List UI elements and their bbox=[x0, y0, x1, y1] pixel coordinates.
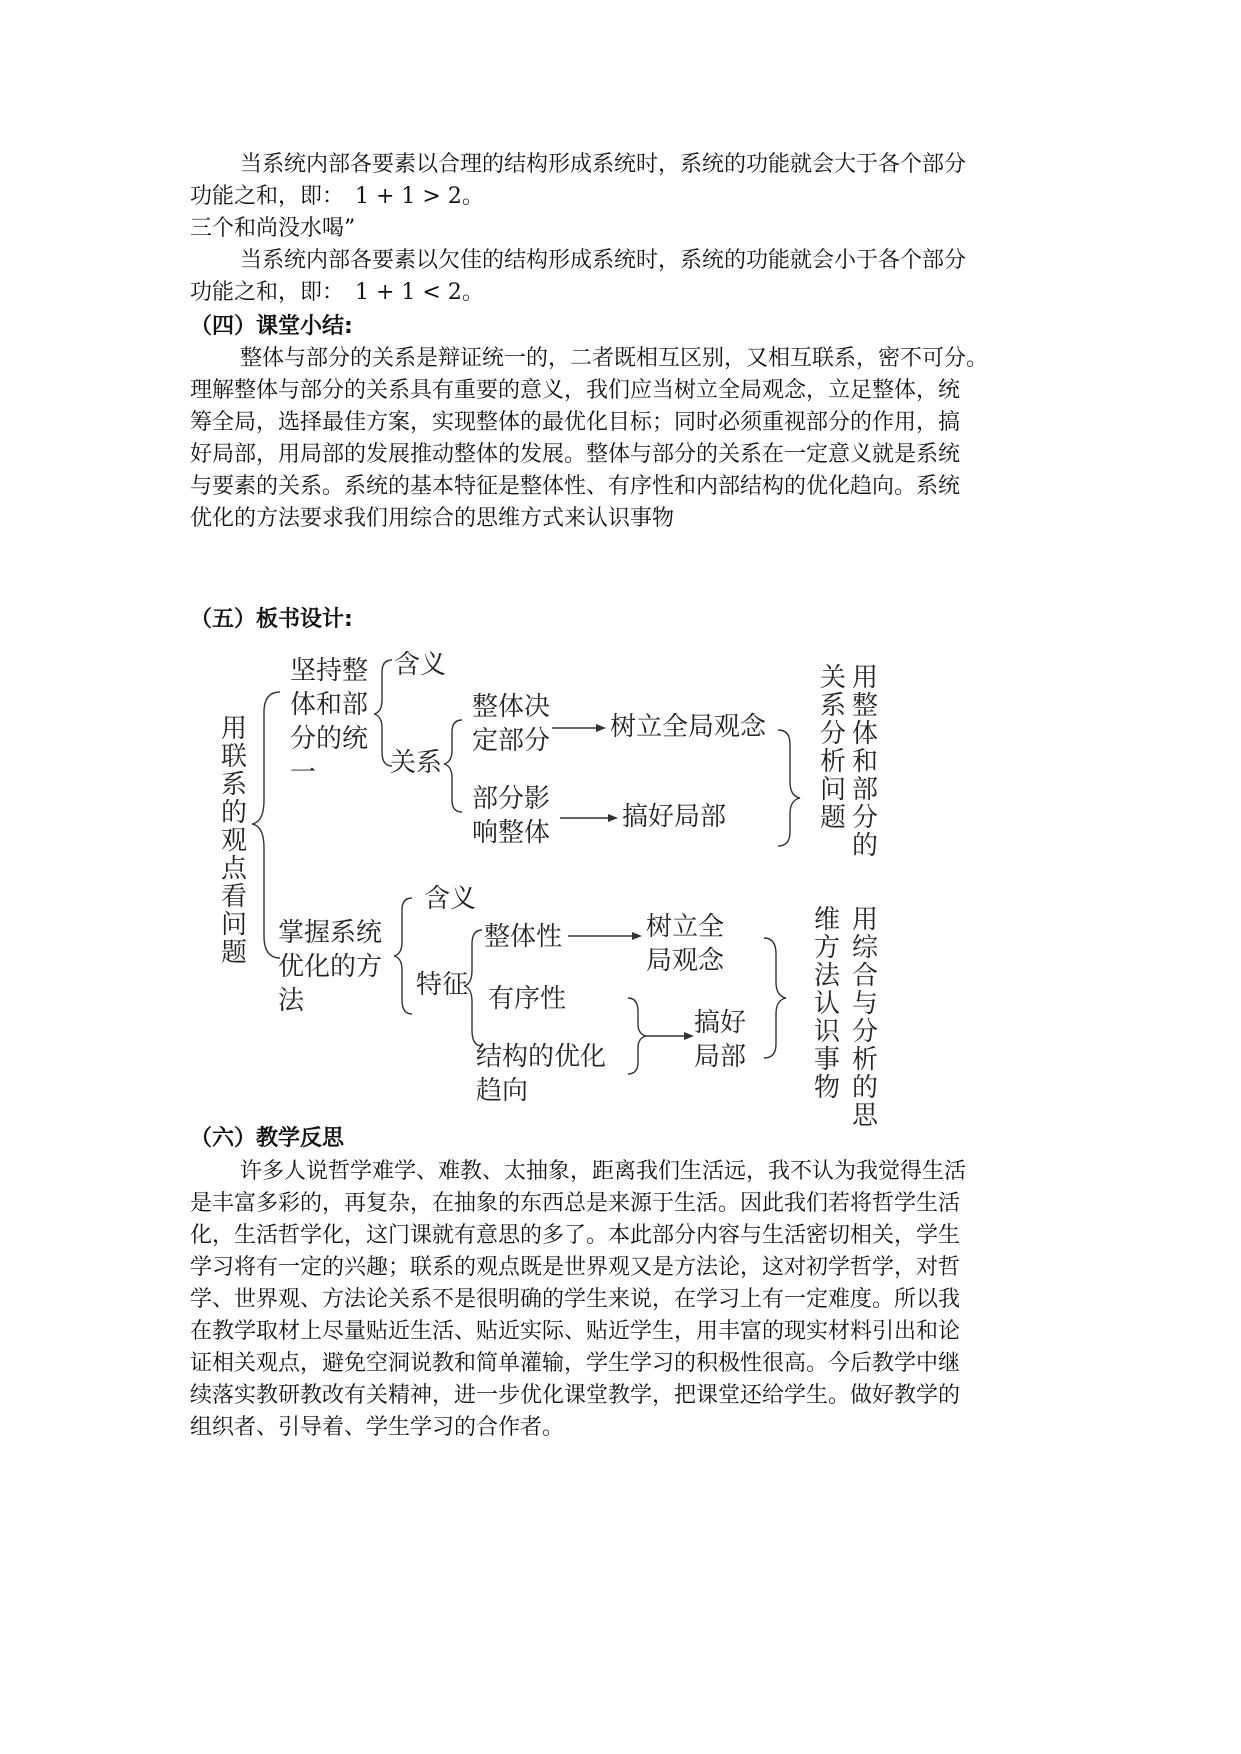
establish-global2-line: 树立全 bbox=[646, 912, 725, 942]
whole-decides-line: 定部分 bbox=[472, 726, 551, 756]
structure-opt-line: 趋向 bbox=[476, 1076, 529, 1106]
do-parts-well2-line: 局部 bbox=[694, 1042, 747, 1072]
branch1-meaning: 含义 bbox=[394, 650, 447, 680]
right-column-text: 关系分析问题 bbox=[819, 663, 846, 833]
do-parts-well2-line: 搞好 bbox=[694, 1008, 747, 1038]
para-line: 当系统内部各要素以合理的结构形成系统时，系统的功能就会大于各个部分 bbox=[240, 152, 967, 177]
ordered: 有序性 bbox=[488, 984, 567, 1014]
branch1-line: 分的统 bbox=[290, 724, 369, 754]
whole-decides-line: 整体决 bbox=[472, 692, 551, 722]
branch1-line: 坚持整 bbox=[290, 656, 369, 686]
summary-line: 整体与部分的关系是辩证统一的，二者既相互区别，又相互联系，密不可分。 bbox=[240, 346, 989, 371]
summary-line: 优化的方法要求我们用综合的思维方式来认识事物 bbox=[190, 506, 675, 531]
summary-line: 理解整体与部分的关系具有重要的意义，我们应当树立全局观念，立足整体，统 bbox=[190, 378, 961, 403]
board-root-label: 用联系的观点看问题 bbox=[220, 714, 247, 968]
parts-affect-line: 响整体 bbox=[472, 818, 551, 848]
para-line: 三个和尚没水喝” bbox=[190, 216, 356, 241]
right-column-text: 维方法认识事物 bbox=[813, 905, 840, 1103]
reflection-line: 是丰富多彩的，再复杂，在抽象的东西总是来源于生活。因此我们若将哲学生活 bbox=[190, 1191, 961, 1216]
arrowhead bbox=[632, 932, 642, 940]
branch2-meaning: 含义 bbox=[424, 884, 477, 914]
summary-line: 筹全局，选择最佳方案，实现整体的最优化目标；同时必须重视部分的作用，搞 bbox=[190, 410, 961, 435]
reflection-line: 许多人说哲学难学、难教、太抽象，距离我们生活远，我不认为我觉得生活 bbox=[240, 1159, 967, 1184]
arrowhead bbox=[608, 814, 618, 822]
branch2-line: 掌握系统 bbox=[278, 918, 383, 948]
brace-right-b1 bbox=[778, 730, 800, 846]
branch1-relation: 关系 bbox=[390, 748, 443, 778]
reflection-line: 在教学取材上尽量贴近生活、贴近实际、贴近学生，用丰富的现实材料引出和论 bbox=[190, 1319, 961, 1344]
reflection-line: 组织者、引导着、学生学习的合作者。 bbox=[190, 1415, 565, 1440]
para-line: 功能之和，即： 1 + 1 > 2。 bbox=[190, 184, 484, 209]
brace-main bbox=[252, 692, 280, 958]
parts-affect-line: 部分影 bbox=[472, 784, 551, 814]
reflection-line: 学、世界观、方法论关系不是很明确的学生来说，在学习上有一定难度。所以我 bbox=[190, 1287, 961, 1312]
para-line: 功能之和，即： 1 + 1 < 2。 bbox=[190, 280, 484, 305]
right-column-text: 用整体和部分的 bbox=[851, 663, 878, 861]
arrowhead bbox=[684, 1032, 694, 1040]
reflection-line: 证相关观点，避免空洞说教和简单灌输，学生学习的积极性很高。今后教学中继 bbox=[190, 1351, 961, 1376]
branch2-line: 优化的方 bbox=[278, 952, 383, 982]
brace-b2 bbox=[394, 898, 412, 1014]
branch2-line: 法 bbox=[278, 986, 305, 1016]
right-column-text: 用综合与分析的思 bbox=[851, 905, 878, 1131]
arrowhead bbox=[596, 724, 606, 732]
do-parts-well: 搞好局部 bbox=[622, 802, 727, 832]
section-heading-summary: （四）课堂小结: bbox=[190, 314, 353, 339]
establish-global2-line: 局观念 bbox=[646, 946, 725, 976]
establish-global: 树立全局观念 bbox=[610, 712, 767, 742]
wholeness: 整体性 bbox=[484, 922, 563, 952]
summary-line: 与要素的关系。系统的基本特征是整体性、有序性和内部结构的优化趋向。系统 bbox=[190, 474, 961, 499]
branch1-line: 体和部 bbox=[290, 690, 369, 720]
brace-ordered bbox=[628, 998, 646, 1074]
brace-right-b2 bbox=[764, 938, 786, 1058]
reflection-line: 续落实教研教改有关精神，进一步优化课堂教学，把课堂还给学生。做好教学的 bbox=[190, 1383, 961, 1408]
summary-line: 好局部，用局部的发展推动整体的发展。整体与部分的关系在一定意义就是系统 bbox=[190, 442, 961, 467]
section-heading-board: （五）板书设计: bbox=[190, 607, 353, 632]
reflection-line: 化，生活哲学化，这门课就有意思的多了。本此部分内容与生活密切相关，学生 bbox=[190, 1223, 961, 1248]
structure-opt-line: 结构的优化 bbox=[476, 1042, 607, 1072]
reflection-line: 学习将有一定的兴趣；联系的观点既是世界观又是方法论，这对初学哲学，对哲 bbox=[190, 1255, 961, 1280]
para-line: 当系统内部各要素以欠佳的结构形成系统时，系统的功能就会小于各个部分 bbox=[240, 248, 967, 273]
branch2-features: 特征 bbox=[416, 970, 469, 1000]
brace-relation bbox=[444, 720, 462, 812]
section-heading-reflection: （六）教学反思 bbox=[190, 1126, 345, 1151]
branch1-line: 一 bbox=[290, 758, 317, 788]
